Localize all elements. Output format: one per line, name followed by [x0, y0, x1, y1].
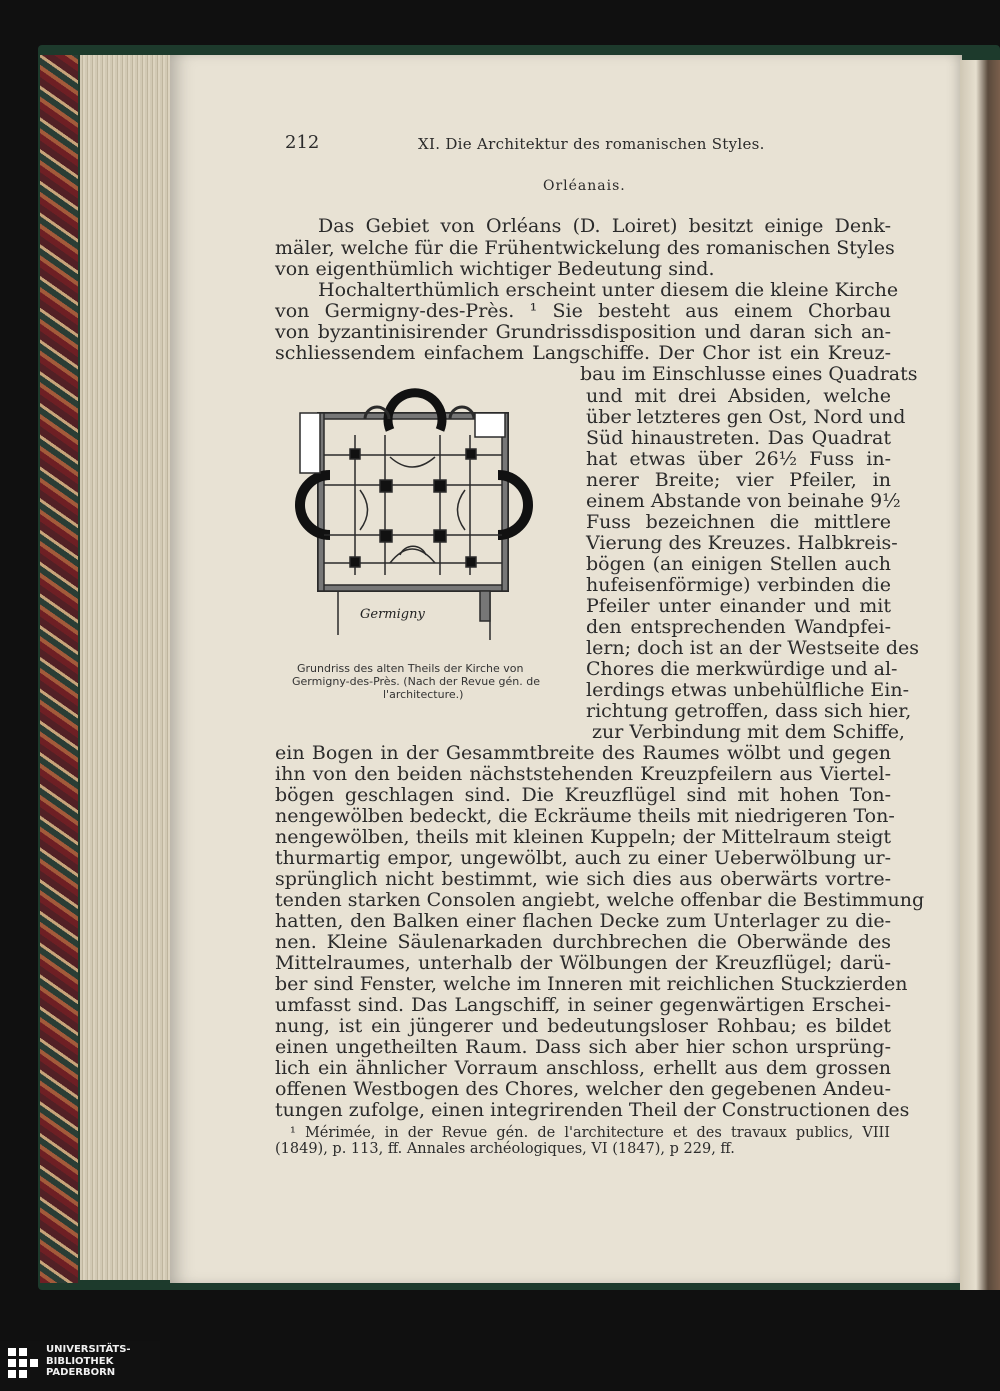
footnote-line: ¹ Mérimée, in der Revue gén. de l'architecture et des travaux publics, VIII — [290, 1125, 890, 1141]
plan-label: Germigny — [360, 607, 425, 622]
body-line: Mittelraumes, unterhalb der Wölbungen der Kreuzflügel; darü- — [275, 952, 891, 974]
body-line: bau im Einschlusse eines Quadrats — [580, 363, 918, 385]
page-number: 212 — [285, 132, 320, 153]
page-stack-edge — [80, 55, 172, 1280]
body-line: Das Gebiet von Orléans (D. Loiret) besitzt einige Denk- — [318, 215, 891, 237]
logo-line: PADERBORN — [46, 1367, 116, 1378]
body-line: bögen geschlagen sind. Die Kreuzflügel sind mit hohen Ton- — [275, 784, 891, 806]
library-logo-icon — [6, 1346, 40, 1386]
body-line: tungen zufolge, einen integrirenden Theil der Constructionen des — [275, 1099, 910, 1121]
body-line: mäler, welche für die Frühentwickelung des romanischen Styles — [275, 237, 895, 259]
body-line: thurmartig empor, ungewölbt, auch zu einer Ueberwölbung ur- — [275, 847, 891, 869]
body-line: nengewölben, theils mit kleinen Kuppeln; der Mittelraum steigt — [275, 826, 891, 848]
facing-page-edge — [960, 60, 1000, 1290]
body-line: Süd hinaustreten. Das Quadrat — [586, 427, 891, 449]
caption-line: l'architecture.) — [383, 688, 464, 701]
body-line: Chores die merkwürdige und al- — [586, 658, 898, 680]
floorplan-figure — [280, 385, 560, 660]
body-line: zur Verbindung mit dem Schiffe, — [592, 721, 905, 743]
caption-line: Grundriss des alten Theils der Kirche von — [297, 662, 524, 675]
body-line: den entsprechenden Wandpfei- — [586, 616, 891, 638]
body-line: lern; doch ist an der Westseite des — [586, 637, 919, 659]
logo-line: UNIVERSITÄTS- — [46, 1344, 131, 1355]
body-line: Vierung des Kreuzes. Halbkreis- — [586, 532, 898, 554]
caption-line: Germigny-des-Près. (Nach der Revue gén. de — [292, 675, 540, 688]
footnote-line: (1849), p. 113, ff. Annales archéologiques, VI (1847), p 229, ff. — [275, 1141, 735, 1157]
body-line: lerdings etwas unbehülfliche Ein- — [586, 679, 910, 701]
body-line: nen. Kleine Säulenarkaden durchbrechen die Oberwände des — [275, 931, 891, 953]
body-line: richtung getroffen, dass sich hier, — [586, 700, 912, 722]
running-head: XI. Die Architektur des romanischen Styles. — [418, 135, 765, 153]
body-line: Fuss bezeichnen die mittlere — [586, 511, 891, 533]
library-logo-text — [46, 1344, 131, 1379]
body-line: nerer Breite; vier Pfeiler, in — [586, 469, 891, 491]
body-line: Pfeiler unter einander und mit — [586, 595, 891, 617]
body-line: nengewölben bedeckt, die Eckräume theils mit niedrigeren Ton- — [275, 805, 895, 827]
body-line: ber sind Fenster, welche im Inneren mit reichlichen Stuckzierden — [275, 973, 908, 995]
body-line: einen ungetheilten Raum. Dass sich aber hier schon ursprüng- — [275, 1036, 891, 1058]
body-line: hat etwas über 26½ Fuss in- — [586, 448, 891, 470]
body-line: von Germigny-des-Près. ¹ Sie besteht aus einem Chorbau — [275, 300, 891, 322]
body-line: Hochalterthümlich erscheint unter diesem die kleine Kirche — [318, 279, 899, 301]
body-line: ein Bogen in der Gesammtbreite des Raumes wölbt und gegen — [275, 742, 891, 764]
body-line: sprünglich nicht bestimmt, wie sich dies aus oberwärts vortre- — [275, 868, 891, 890]
body-line: hatten, den Balken einer flachen Decke zum Unterlager zu die- — [275, 910, 891, 932]
body-line: tenden starken Consolen angiebt, welche offenbar die Bestimmung — [275, 889, 925, 911]
body-line: einem Abstande von beinahe 9½ — [586, 490, 901, 512]
body-line: umfasst sind. Das Langschiff, in seiner gegenwärtigen Erschei- — [275, 994, 891, 1016]
body-line: von eigenthümlich wichtiger Bedeutung sind. — [275, 258, 715, 280]
body-line: ihn von den beiden nächststehenden Kreuzpfeilern aus Viertel- — [275, 763, 891, 785]
body-line: nung, ist ein jüngerer und bedeutungsloser Rohbau; es bildet — [275, 1015, 891, 1037]
marbled-endpaper — [40, 55, 78, 1283]
body-line: über letzteres gen Ost, Nord und — [586, 406, 906, 428]
body-line: offenen Westbogen des Chores, welcher den gegebenen Andeu- — [275, 1078, 891, 1100]
body-line: bögen (an einigen Stellen auch — [586, 553, 891, 575]
body-line: lich ein ähnlicher Vorraum anschloss, erhellt aus dem grossen — [275, 1057, 891, 1079]
body-line: schliessendem einfachem Langschiffe. Der Chor ist ein Kreuz- — [275, 342, 891, 364]
body-line: und mit drei Absiden, welche — [586, 385, 891, 407]
body-line: hufeisenförmige) verbinden die — [586, 574, 891, 596]
logo-line: BIBLIOTHEK — [46, 1355, 114, 1367]
section-title: Orléanais. — [543, 178, 626, 194]
body-line: von byzantinisirender Grundrissdisposition und daran sich an- — [275, 321, 891, 343]
